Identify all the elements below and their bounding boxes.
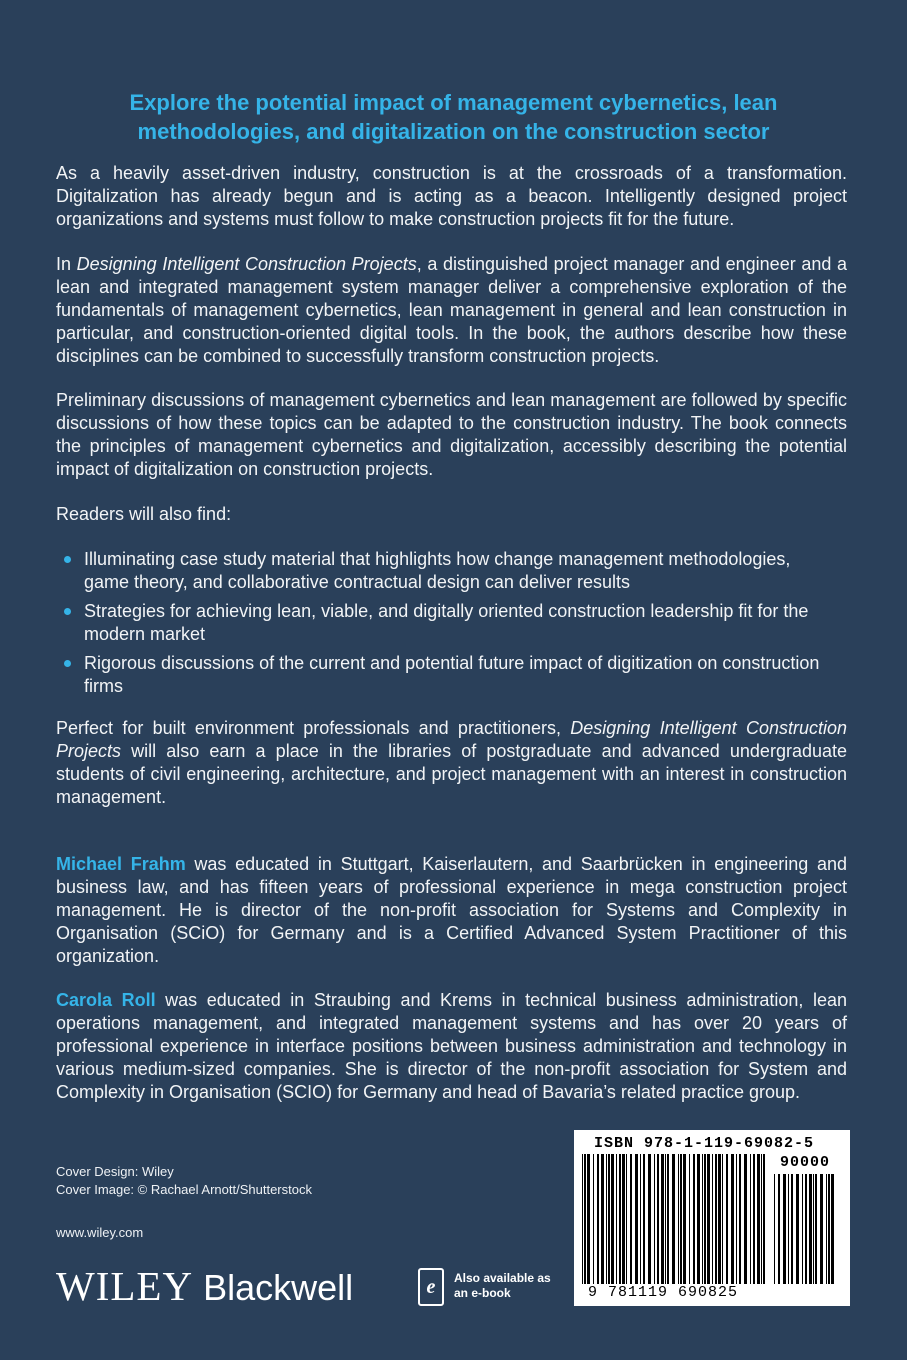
list-item: [64, 652, 834, 698]
author-bio-text: was educated in Straubing and Krems in technical business administration, lean operations management, and integrated management systems and has over 20 years of professional experience in interface positions between business administration and technology in various medium-sized companies. She is director of the non-profit association for System and Complexity in Organisation (SCIO) for Germany and head of Bavaria’s related practice group.: [56, 990, 847, 1102]
list-item: [64, 548, 834, 594]
barcode-bar: [672, 1154, 675, 1284]
barcode-bar: [788, 1174, 789, 1284]
list-item-text: Rigorous discussions of the current and potential future impact of digitization on construction firms: [84, 653, 820, 696]
barcode-bar: [680, 1154, 682, 1284]
list-item-text: Illuminating case study material that highlights how change management methodologies, game theory, and collaborative contractual design can deliver results: [84, 549, 791, 592]
cover-image-credit: Cover Image: © Rachael Arnott/Shutterstock: [56, 1182, 312, 1197]
barcode-bar: [715, 1154, 717, 1284]
barcode-bar: [791, 1174, 793, 1284]
barcode-bar: [601, 1154, 604, 1284]
barcode-bar: [678, 1154, 679, 1284]
barcode-bar: [622, 1154, 625, 1284]
barcode-bar: [726, 1154, 728, 1284]
barcode-bar: [667, 1154, 669, 1284]
bullet-icon: [64, 556, 71, 563]
barcode-bar: [619, 1154, 621, 1284]
barcode-bar: [761, 1154, 762, 1284]
feature-list: [64, 548, 834, 704]
barcode-bar: [796, 1174, 799, 1284]
barcode-bar: [683, 1154, 686, 1284]
barcode-bar: [753, 1154, 755, 1284]
barcode-digits: 9 781119 690825: [588, 1284, 739, 1301]
blackwell-wordmark: Blackwell: [203, 1267, 354, 1308]
barcode-bar: [757, 1154, 760, 1284]
barcode-bar: [815, 1174, 817, 1284]
barcode-bar: [616, 1154, 617, 1284]
wiley-blackwell-logo: [56, 1262, 354, 1309]
wiley-wordmark: WILEY: [56, 1263, 194, 1309]
bullet-icon: [64, 660, 71, 667]
description-lead: In: [56, 254, 77, 274]
barcode-bar: [820, 1174, 823, 1284]
barcode-bar: [665, 1154, 666, 1284]
barcode-bar: [707, 1154, 710, 1284]
barcode-bar: [654, 1154, 655, 1284]
barcode-bar: [704, 1154, 706, 1284]
ebook-icon: e: [418, 1268, 444, 1306]
barcode-bar: [648, 1154, 651, 1284]
publisher-url[interactable]: www.wiley.com: [56, 1225, 144, 1240]
barcode-bar: [608, 1154, 610, 1284]
description-paragraph: [56, 253, 847, 368]
author-bio-frahm: [56, 853, 847, 968]
isbn-text: ISBN 978-1-119-69082-5: [594, 1135, 815, 1152]
barcode-bar: [657, 1154, 659, 1284]
audience-paragraph: [56, 717, 847, 809]
description-rest: , a distinguished project manager and engineer and a lean and integrated management system manager deliver a comprehensive exploration of the fundamentals of management cybernetics, lean management in general and lean construction in particular, and construction-oriented digital tools. In the book, the authors describe how these disciplines can be combined to successfully transform construction projects.: [56, 254, 847, 366]
ebook-text: Also available as an e-book: [454, 1271, 551, 1300]
author-name: Carola Roll: [56, 990, 156, 1010]
barcode-bar: [630, 1154, 632, 1284]
barcode: [574, 1130, 850, 1306]
barcode-bar: [582, 1154, 583, 1284]
barcode-bar: [626, 1154, 627, 1284]
barcode-bar: [813, 1174, 814, 1284]
barcode-bar: [744, 1154, 747, 1284]
preliminary-paragraph: Preliminary discussions of management cybernetics and lean management are followed by specific discussions of how these topics can be adapted to the construction industry. The book connects the principles of management cybernetics and digitalization, accessibly describing the potential impact of digitalization on construction projects.: [56, 390, 847, 479]
barcode-bar: [736, 1154, 737, 1284]
barcode-bar: [826, 1174, 827, 1284]
barcode-bar: [693, 1154, 695, 1284]
barcode-bar: [774, 1174, 775, 1284]
cover-design-credit: Cover Design: Wiley: [56, 1164, 174, 1179]
barcode-bar: [661, 1154, 664, 1284]
list-item-text: Strategies for achieving lean, viable, and digitally oriented construction leadership fit for the modern market: [84, 601, 809, 644]
audience-lead: Perfect for built environment professionals and practitioners,: [56, 718, 571, 738]
barcode-bar: [739, 1154, 741, 1284]
barcode-bar: [584, 1154, 586, 1284]
bullet-icon: [64, 608, 71, 615]
barcode-bar: [783, 1174, 786, 1284]
barcode-bar: [718, 1154, 721, 1284]
list-item: [64, 600, 834, 646]
barcode-bar: [712, 1154, 713, 1284]
barcode-bar: [635, 1154, 638, 1284]
readers-lead: Readers will also find:: [56, 504, 232, 524]
audience-rest: will also earn a place in the libraries of postgraduate and advanced undergraduate students of civil engineering, architecture, and project management with an interest in construction management.: [56, 741, 847, 807]
barcode-bars: [582, 1154, 770, 1284]
barcode-bar: [831, 1174, 834, 1284]
intro-paragraph: As a heavily asset-driven industry, construction is at the crossroads of a transformation. Digitalization has already begun and is acting as a beacon. Intelligently designed project organizations and systems must follow to make construction projects fit for the future.: [56, 163, 847, 229]
price-code: 90000: [780, 1154, 831, 1171]
barcode-bar: [828, 1174, 830, 1284]
barcode-bar: [809, 1174, 812, 1284]
barcode-bar: [750, 1154, 751, 1284]
barcode-bar: [802, 1174, 803, 1284]
barcode-bar: [689, 1154, 690, 1284]
cover-credits: [56, 1163, 312, 1199]
barcode-bar: [722, 1154, 723, 1284]
price-barcode-bars: [774, 1174, 840, 1284]
barcode-bar: [587, 1154, 590, 1284]
barcode-bar: [593, 1154, 594, 1284]
barcode-bar: [731, 1154, 734, 1284]
barcode-bar: [640, 1154, 641, 1284]
barcode-bar: [763, 1154, 765, 1284]
barcode-bar: [606, 1154, 607, 1284]
barcode-bar: [697, 1154, 700, 1284]
barcode-bar: [778, 1174, 780, 1284]
book-title: Designing Intelligent Construction Projects: [56, 718, 847, 761]
barcode-bar: [643, 1154, 645, 1284]
barcode-bar: [702, 1154, 703, 1284]
author-name: Michael Frahm: [56, 854, 186, 874]
headline: Explore the potential impact of management cybernetics, lean methodologies, and digitalization on the construction sector: [129, 90, 778, 144]
author-bio-text: was educated in Stuttgart, Kaiserlautern, and Saarbrücken in engineering and business law, and has fifteen years of professional experience in mega construction project management. He is director of the non-profit association for Systems and Complexity in Organisation (SCiO) for Germany and is a Certified Advanced System Practitioner of this organization.: [56, 854, 847, 966]
barcode-bar: [805, 1174, 807, 1284]
barcode-bar: [597, 1154, 599, 1284]
author-bio-roll: [56, 989, 847, 1104]
book-title: Designing Intelligent Construction Projects: [76, 254, 417, 274]
barcode-bar: [611, 1154, 614, 1284]
